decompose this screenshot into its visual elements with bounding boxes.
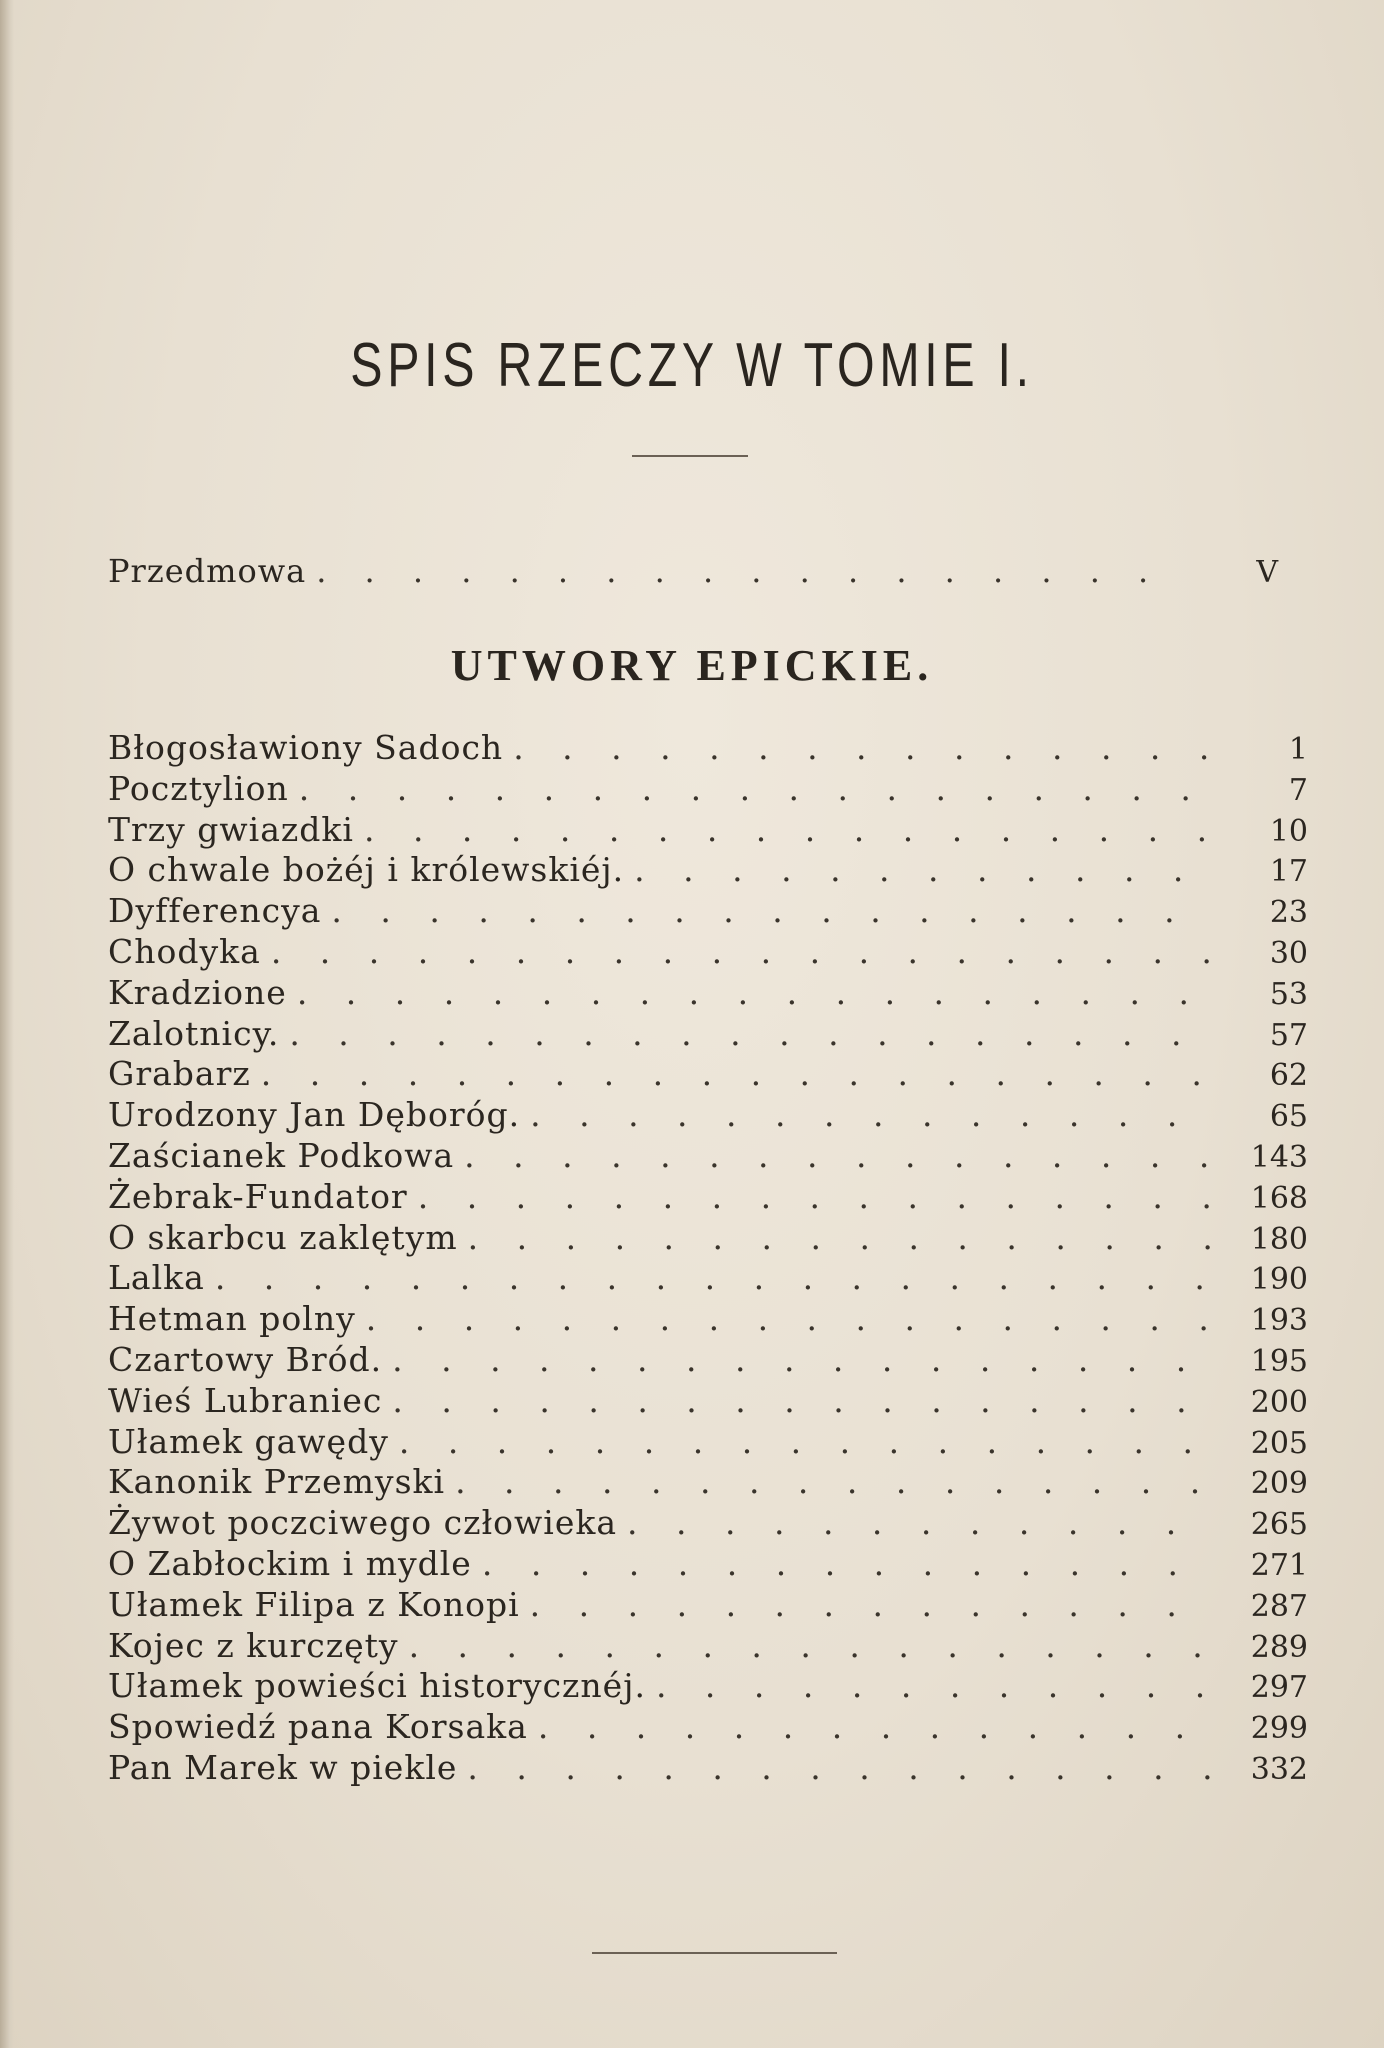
dot-leader: [392, 1340, 1210, 1381]
toc-entry: [108, 1177, 1308, 1218]
section-heading: UTWORY EPICKIE.: [450, 641, 934, 690]
dot-leader: [513, 728, 1210, 769]
toc-entry-page-number: 168: [1250, 1180, 1308, 1216]
toc-entry-title: O chwale bożéj i królewskiéj.: [108, 850, 625, 890]
toc-entry: [108, 891, 1308, 932]
toc-entry-page-number: 271: [1250, 1547, 1308, 1583]
dot-leader: [316, 552, 1180, 590]
toc-entry-page-number: 1: [1288, 732, 1308, 767]
toc-entry: [108, 1666, 1308, 1707]
toc-entry: [108, 1585, 1308, 1626]
toc-entry: [108, 973, 1308, 1014]
toc-entry: [108, 1218, 1308, 1259]
toc-entry-title: Pan Marek w piekle: [108, 1747, 458, 1787]
toc-entry-page-number: 200: [1250, 1384, 1308, 1420]
dot-leader: [261, 1054, 1210, 1095]
dot-leader: [634, 850, 1210, 891]
toc-entry-page-number: 30: [1269, 935, 1308, 971]
preface-row: [108, 552, 1278, 592]
dot-leader: [418, 1177, 1210, 1218]
toc-entry: [108, 1707, 1308, 1748]
toc-entry-title: Hetman polny: [108, 1299, 356, 1339]
dot-leader: [409, 1626, 1210, 1667]
page-title: SPIS RZECZY W TOMIE I.: [350, 331, 1034, 400]
toc-entry-page-number: 53: [1269, 976, 1308, 1012]
toc-entry-title: Grabarz: [108, 1054, 251, 1094]
toc-entry-page-number: 143: [1250, 1139, 1308, 1175]
toc-entry-title: Spowiedź pana Korsaka: [108, 1707, 528, 1747]
toc-entry-page-number: 65: [1269, 1099, 1308, 1135]
dot-leader: [215, 1258, 1210, 1299]
toc-entry-page-number: 265: [1250, 1507, 1308, 1543]
toc-entry: [108, 1503, 1308, 1544]
dot-leader: [538, 1707, 1210, 1748]
toc-entry-page-number: 193: [1250, 1303, 1308, 1339]
toc-entry: [108, 1422, 1308, 1463]
dot-leader: [299, 769, 1210, 810]
toc-entry-title: Ułamek powieści historycznéj.: [108, 1666, 646, 1706]
toc-entry-title: Chodyka: [108, 931, 261, 971]
toc-entry: [108, 1095, 1308, 1136]
dot-leader: [297, 973, 1210, 1014]
toc-entry-page-number: 180: [1250, 1221, 1308, 1257]
toc-entry-page-number: 332: [1250, 1751, 1308, 1787]
toc-entry: [108, 769, 1308, 810]
dot-leader: [656, 1666, 1210, 1707]
toc-entry: [108, 1258, 1308, 1299]
dot-leader: [366, 1299, 1210, 1340]
toc-entry-title: Trzy gwiazdki: [108, 809, 354, 849]
toc-entry-page-number: 205: [1250, 1425, 1308, 1461]
toc-entry-title: Zalotnicy.: [108, 1013, 280, 1053]
toc-entry-title: Żebrak-Fundator: [108, 1176, 408, 1216]
toc-entry-title: Błogosławiony Sadoch: [108, 728, 504, 767]
toc-entry-page-number: 287: [1250, 1588, 1308, 1624]
toc-entry: [108, 1626, 1308, 1667]
toc-entry-page-number: 62: [1269, 1058, 1308, 1094]
toc-entry-title: Czartowy Bród.: [108, 1339, 383, 1379]
toc-entry-title: Kradzione: [108, 972, 287, 1012]
dot-leader: [455, 1462, 1210, 1503]
toc-entry: [108, 1462, 1308, 1503]
toc-entry: [108, 810, 1308, 851]
toc-entry-page-number: 299: [1250, 1711, 1308, 1747]
dot-leader: [464, 1136, 1210, 1177]
dot-leader: [271, 932, 1210, 973]
toc-entry-title: Urodzony Jan Dęboróg.: [108, 1095, 521, 1135]
toc-entry-page-number: 23: [1269, 895, 1308, 931]
table-of-contents: [108, 728, 1308, 1789]
toc-entry-page-number: 190: [1250, 1262, 1308, 1298]
dot-leader: [289, 1014, 1210, 1055]
title-divider: [632, 455, 748, 457]
toc-entry-page-number: 57: [1269, 1017, 1308, 1053]
dot-leader: [467, 1748, 1210, 1789]
toc-entry: [108, 728, 1308, 769]
dot-leader: [530, 1585, 1210, 1626]
toc-entry-page-number: 10: [1269, 813, 1308, 849]
dot-leader: [482, 1544, 1210, 1585]
dot-leader: [530, 1095, 1210, 1136]
toc-entry: [108, 1136, 1308, 1177]
toc-entry-title: Wieś Lubraniec: [108, 1380, 383, 1420]
toc-entry-title: Kojec z kurczęty: [108, 1625, 399, 1665]
toc-entry-title: Pocztylion: [108, 768, 289, 808]
toc-entry-page-number: 289: [1250, 1629, 1308, 1665]
toc-entry-page-number: 297: [1250, 1670, 1308, 1706]
dot-leader: [399, 1422, 1210, 1463]
toc-entry-title: O skarbcu zaklętym: [108, 1217, 458, 1257]
toc-entry: [108, 932, 1308, 973]
dot-leader: [392, 1381, 1210, 1422]
dot-leader: [364, 810, 1210, 851]
toc-entry-title: Żywot poczciwego człowieka: [108, 1503, 618, 1543]
page-binding-edge: [0, 0, 14, 2048]
toc-entry: [108, 850, 1308, 891]
toc-entry-title: O Zabłockim i mydle: [108, 1543, 472, 1583]
toc-entry-page-number: 195: [1250, 1343, 1308, 1379]
bottom-divider: [592, 1952, 837, 1954]
preface-page-number: V: [1256, 555, 1278, 590]
toc-entry: [108, 1381, 1308, 1422]
preface-label: Przedmowa: [108, 552, 307, 590]
toc-entry-title: Kanonik Przemyski: [108, 1462, 446, 1502]
toc-entry: [108, 1544, 1308, 1585]
dot-leader: [468, 1218, 1210, 1259]
toc-entry: [108, 1299, 1308, 1340]
toc-entry: [108, 1014, 1308, 1055]
toc-entry-title: Zaścianek Podkowa: [108, 1135, 455, 1175]
toc-entry-title: Lalka: [108, 1258, 205, 1298]
toc-entry-page-number: 17: [1269, 854, 1308, 890]
dot-leader: [627, 1503, 1210, 1544]
toc-entry-title: Ułamek Filipa z Konopi: [108, 1584, 520, 1624]
dot-leader: [331, 891, 1210, 932]
toc-entry-page-number: 7: [1288, 772, 1308, 808]
toc-entry-title: Ułamek gawędy: [108, 1421, 389, 1461]
toc-entry-title: Dyfferencya: [108, 891, 322, 931]
toc-entry-page-number: 209: [1250, 1466, 1308, 1502]
toc-entry: [108, 1748, 1308, 1789]
toc-entry: [108, 1054, 1308, 1095]
toc-entry: [108, 1340, 1308, 1381]
